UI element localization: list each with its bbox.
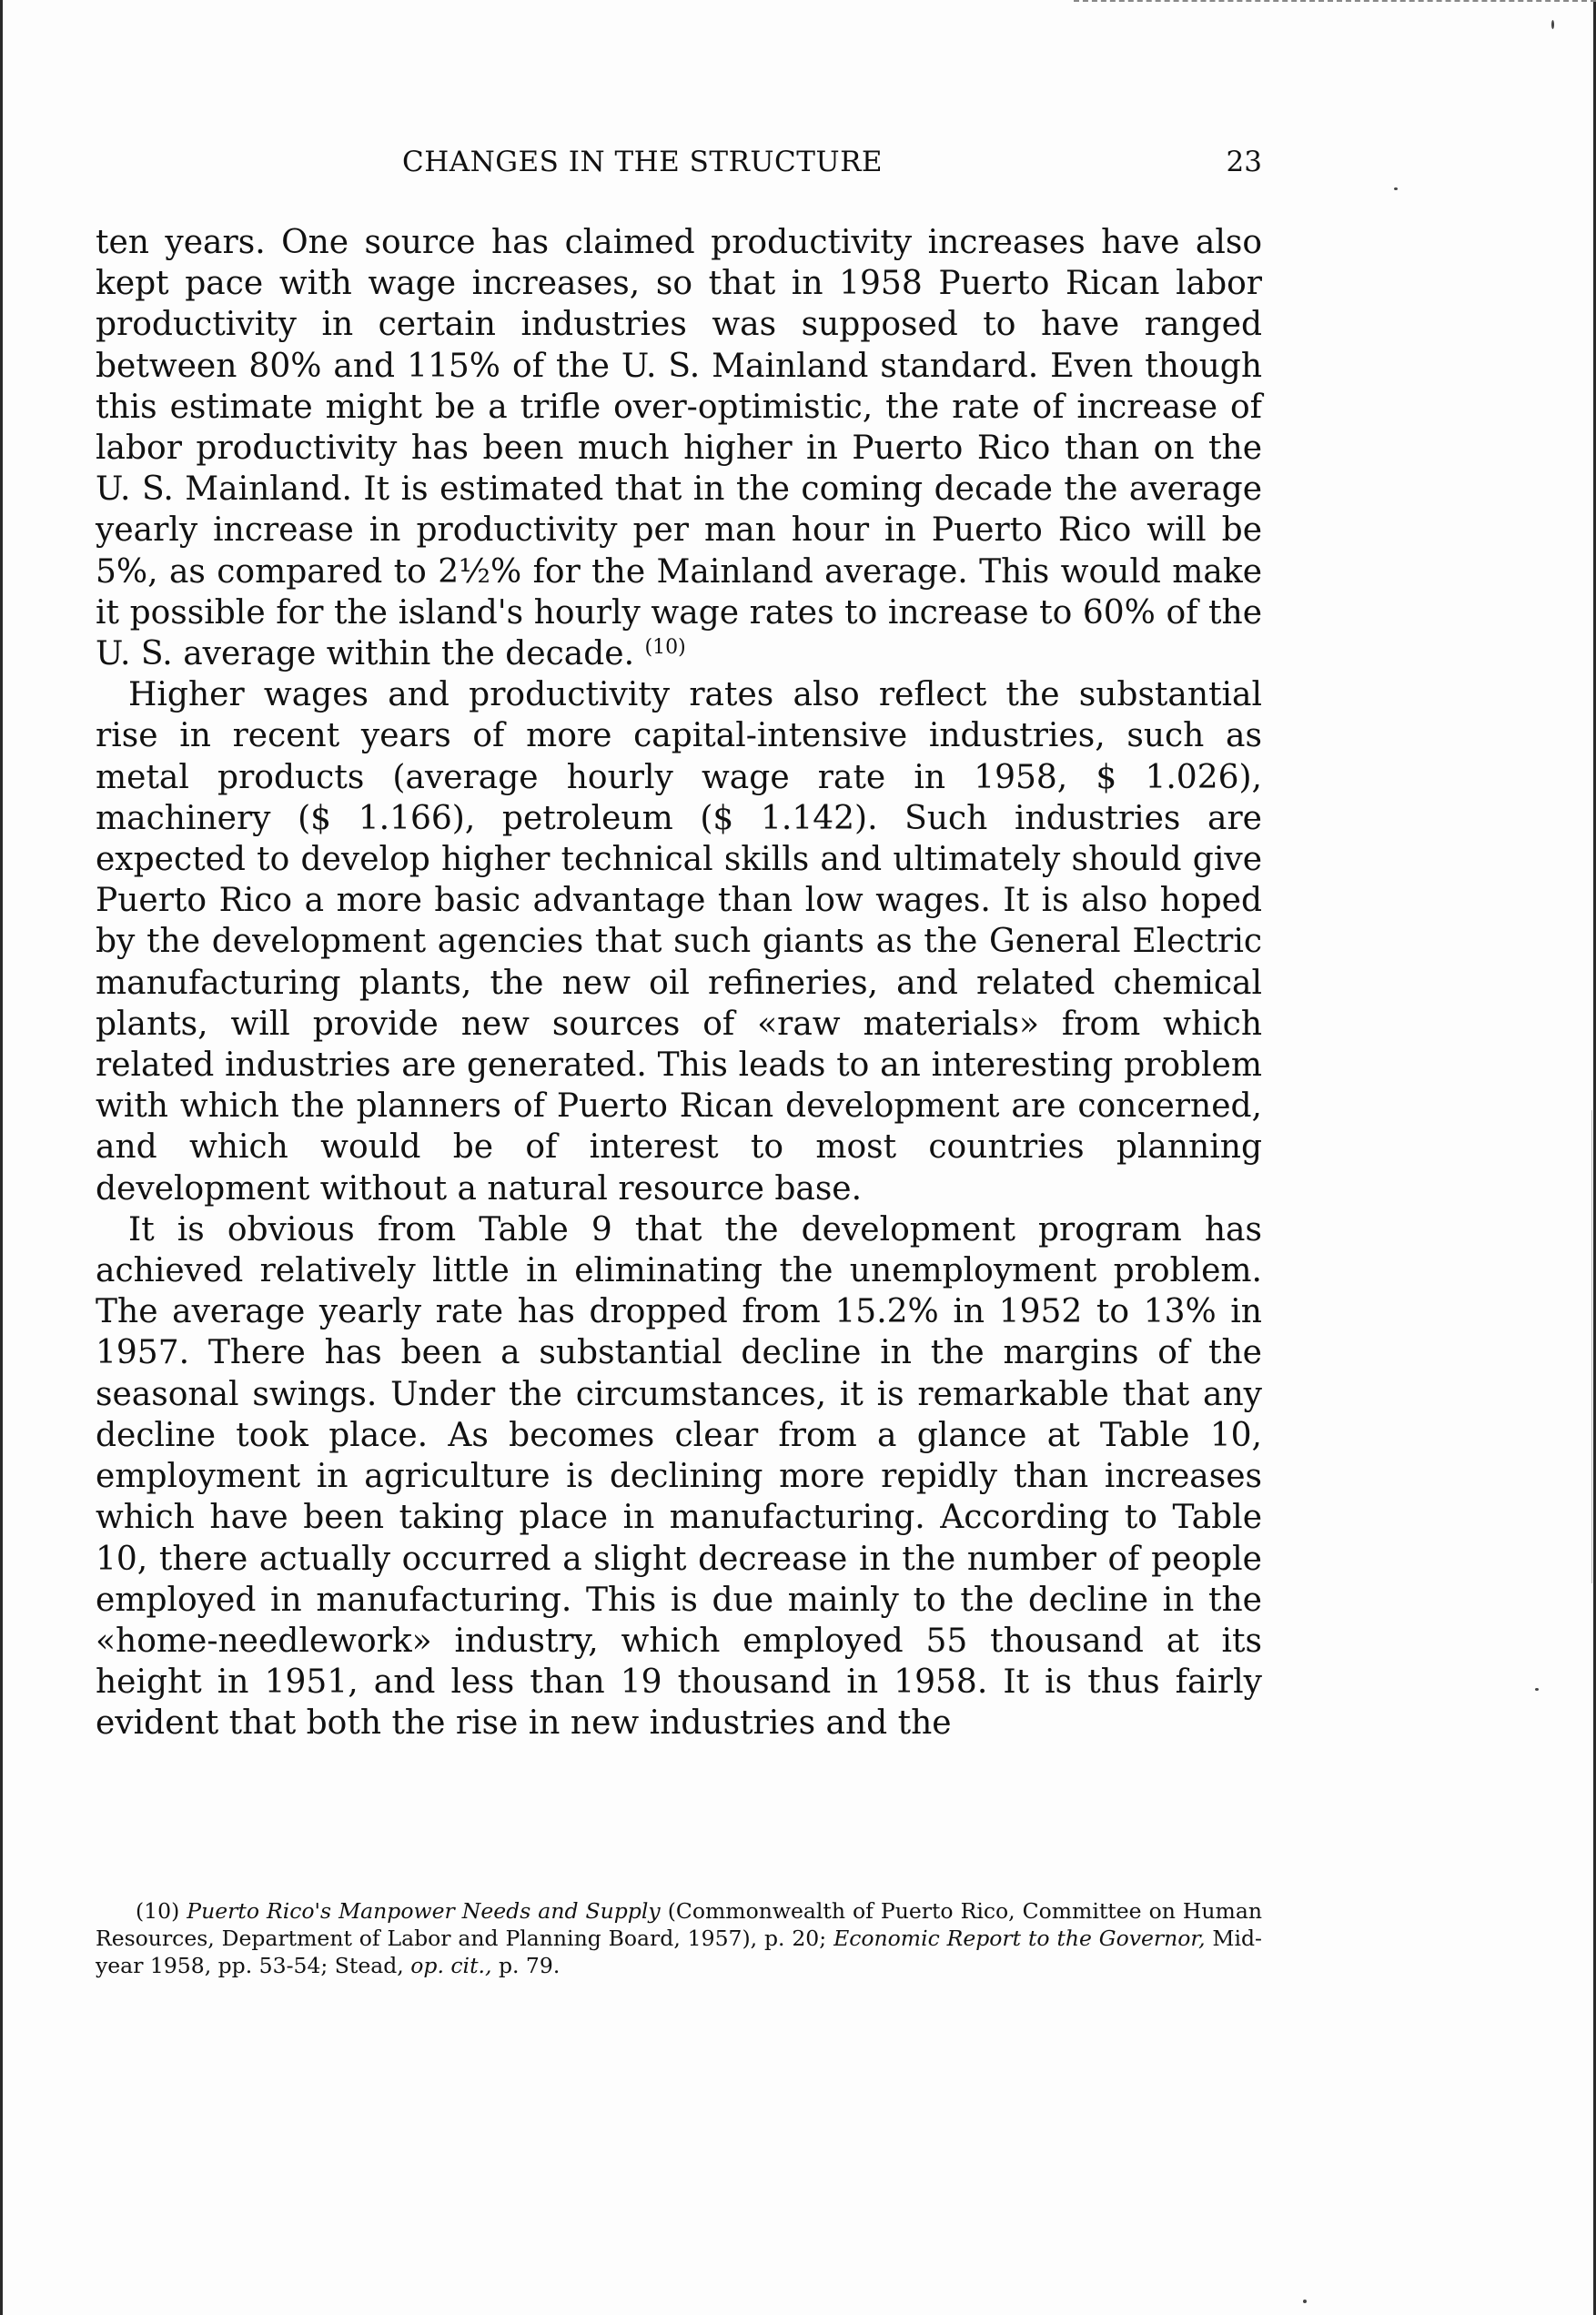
- footnote-10: [96, 1897, 1262, 1979]
- footnotes: [96, 1897, 1262, 1979]
- body-text: [96, 222, 1262, 1744]
- paragraph-3: It is obvious from Table 9 that the development program has achieved relatively little in eliminating the unemployment problem. The average yearly rate has dropped from 15.2% in 1952 to 13% in 1957. There has been a substantial decline in the margins of the seasonal swings. Under the circumstances, it is remarkable that any decline took place. As becomes clear from a glance at Table 10, employment in agriculture is declining more repidly than increases which have been taking place in manufacturing. According to Table 10, there actually occurred a slight decrease in the number of people employed in manufacturing. This is due mainly to the decline in the «home-needlework» industry, which employed 55 thousand at its height in 1951, and less than 19 thousand in 1958. It is thus fairly evident that both the rise in new industries and the: [96, 1210, 1262, 1743]
- footnote-text-3: p. 79.: [498, 1953, 561, 1978]
- scan-artifact-line: [1591, 1110, 1592, 1583]
- scan-speck: [1535, 1688, 1539, 1691]
- footnote-title-2: Economic Report to the Governor,: [833, 1926, 1206, 1951]
- paragraph-1: [96, 222, 1262, 674]
- footnote-text-1: (Commonwealth of Puerto Rico, Committee on Human Resources, Department of Labor and Planning Board, 1957), p. 20;: [96, 1898, 1262, 1951]
- footnote-title-3: op. cit.,: [410, 1953, 492, 1978]
- running-head: CHANGES IN THE STRUCTURE: [402, 146, 884, 178]
- scan-edge-top: [1074, 0, 1596, 4]
- footnote-reference: (10): [644, 636, 686, 660]
- footnote-text-2: Mid-year 1958, pp. 53-54; Stead,: [96, 1926, 1262, 1978]
- paragraph-1-text: ten years. One source has claimed productivity increases have also kept pace with wage increases, so that in 1958 Puerto Rican labor productivity in certain industries was supposed to have ranged between 80% and 115% of the U. S. Mainland standard. Even though this estimate might be a trifle over-optimistic, the rate of increase of labor productivity has been much higher in Puerto Rico than on the U. S. Mainland. It is estimated that in the coming decade the average yearly increase in productivity per man hour in Puerto Rico will be 5%, as compared to 2½% for the Mainland average. This would make it possible for the island's hourly wage rates to increase to 60% of the U. S. average within the decade.: [96, 224, 1262, 673]
- scan-speck: [1303, 2300, 1307, 2303]
- footnote-title-1: Puerto Rico's Manpower Needs and Supply: [187, 1898, 661, 1924]
- page-number: 23: [1226, 146, 1262, 178]
- paragraph-2: Higher wages and productivity rates also reflect the substantial rise in recent years of more capital-intensive industries, such as metal products (average hourly wage rate in 1958, $ 1.026), machinery ($ 1.166), petroleum ($ 1.142). Such industries are expected to develop higher technical skills and ultimately should give Puerto Rico a more basic advantage than low wages. It is also hoped by the development agencies that such giants as the General Electric manufacturing plants, the new oil refineries, and related chemical plants, will provide new sources of «raw materials» from which related industries are generated. This leads to an interesting problem with which the planners of Puerto Rican development are concerned, and which would be of interest to most countries planning development without a natural resource base.: [96, 676, 1262, 1208]
- scan-edge-left: [0, 0, 3, 2315]
- scan-speck: [1551, 20, 1554, 29]
- footnote-marker: (10): [136, 1898, 180, 1924]
- scan-speck: [1394, 187, 1398, 190]
- page-header: [96, 146, 1262, 200]
